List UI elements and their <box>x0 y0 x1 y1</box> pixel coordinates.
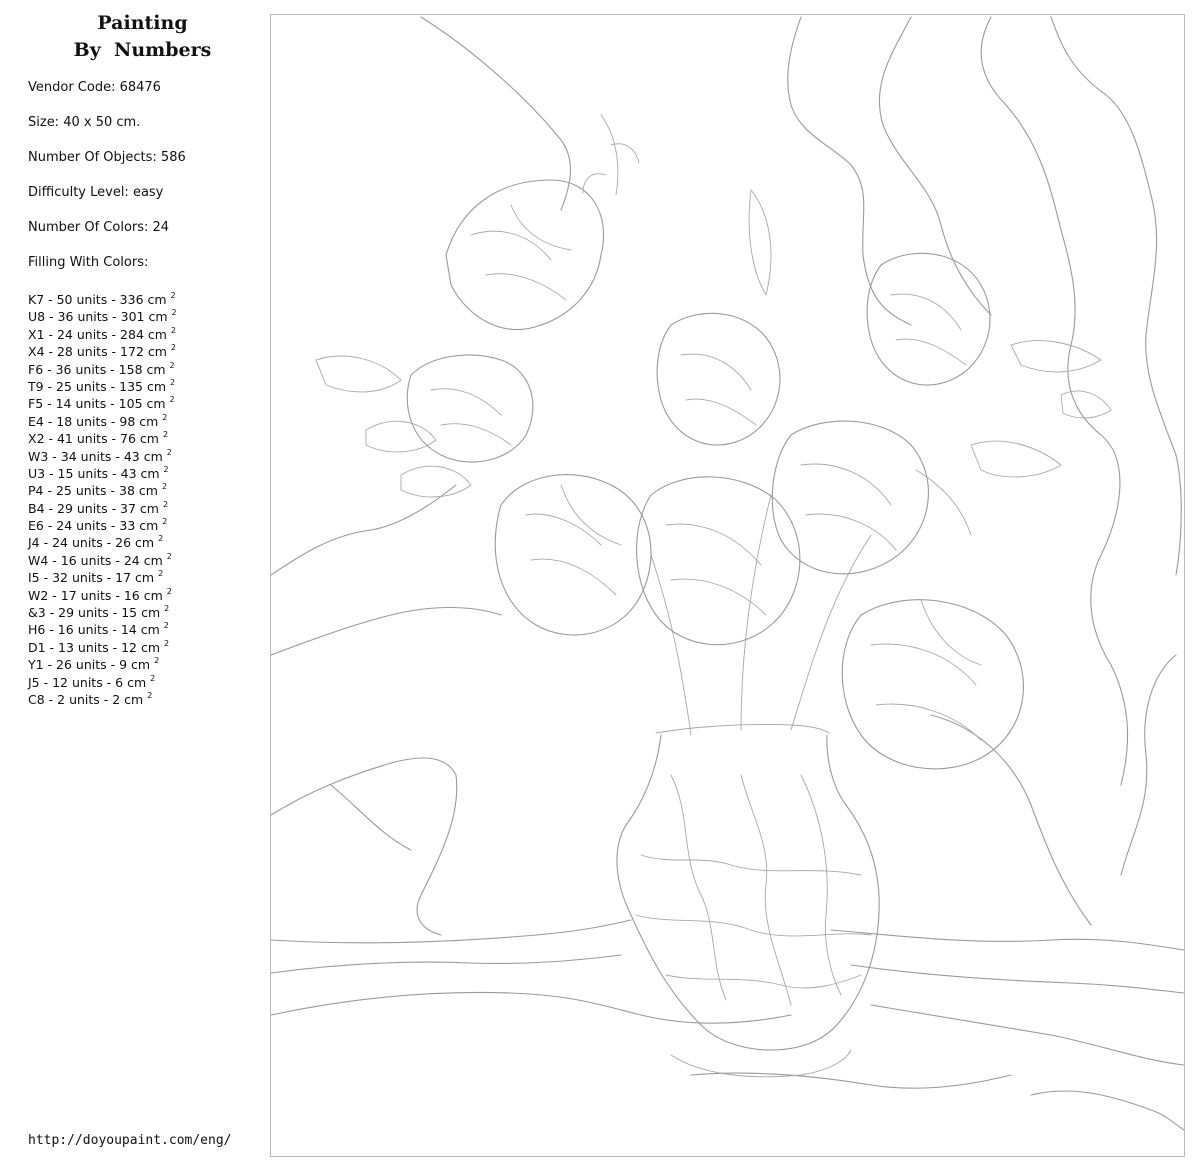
filling-label: Filling With Colors: <box>28 255 149 270</box>
color-usage-item <box>28 566 177 586</box>
flower-left-top <box>446 180 604 329</box>
petal-detail <box>801 464 896 550</box>
area-unit-superscript: 2 <box>164 604 170 614</box>
size: Size: 40 x 50 cm. <box>28 115 141 130</box>
petal-detail <box>681 354 756 425</box>
color-usage-item <box>28 358 177 375</box>
color-usage-item <box>28 410 177 427</box>
color-usage-text: W2 - 17 units - 16 cm <box>28 587 163 603</box>
vendor-code: Vendor Code: 68476 <box>28 80 161 95</box>
color-usage-item <box>28 514 177 534</box>
area-unit-superscript: 2 <box>158 569 164 579</box>
color-usage-text: E6 - 24 units - 33 cm <box>28 518 159 534</box>
color-usage-text: X4 - 28 units - 172 cm <box>28 344 167 360</box>
table-line <box>271 920 631 943</box>
color-usage-item <box>28 531 177 551</box>
color-usage-text: X2 - 41 units - 76 cm <box>28 431 159 447</box>
difficulty-level: Difficulty Level: easy <box>28 185 164 200</box>
sprig <box>583 115 639 195</box>
page-title <box>60 10 225 64</box>
title-line-2: By Numbers <box>73 39 212 61</box>
color-usage-list <box>28 288 177 708</box>
color-usage-item <box>28 671 177 688</box>
color-usage-item <box>28 497 177 514</box>
petal-detail <box>431 389 511 445</box>
color-usage-item <box>28 288 177 308</box>
flower-right-top <box>867 253 990 385</box>
leaf <box>971 441 1061 477</box>
drape-line <box>271 608 501 656</box>
color-usage-item <box>28 445 177 462</box>
sprig <box>916 470 971 535</box>
color-usage-text: D1 - 13 units - 12 cm <box>28 639 161 655</box>
area-unit-superscript: 2 <box>162 412 168 422</box>
leaf <box>401 466 471 497</box>
vase-pattern <box>636 915 871 936</box>
color-usage-text: H6 - 16 units - 14 cm <box>28 622 160 638</box>
area-unit-superscript: 2 <box>171 308 177 318</box>
color-usage-item <box>28 340 177 360</box>
area-unit-superscript: 2 <box>170 343 177 353</box>
area-unit-superscript: 2 <box>166 551 172 561</box>
drape-line <box>1051 17 1181 575</box>
petal-detail <box>526 485 621 595</box>
number-of-objects: Number Of Objects: 586 <box>28 150 186 165</box>
vase-pattern <box>741 775 791 1005</box>
color-usage-item <box>28 636 177 653</box>
area-unit-superscript: 2 <box>163 621 169 631</box>
vase-base <box>671 1050 851 1077</box>
color-usage-item <box>28 427 177 447</box>
color-usage-text: E4 - 18 units - 98 cm <box>28 413 159 429</box>
color-usage-text: B4 - 29 units - 37 cm <box>28 500 159 516</box>
drape-line <box>981 17 1127 785</box>
color-usage-text: Y1 - 26 units - 9 cm <box>28 657 151 673</box>
drape-line <box>271 485 456 575</box>
color-usage-item <box>28 688 177 708</box>
area-unit-superscript: 2 <box>162 430 169 440</box>
leaf <box>749 190 771 295</box>
table-line <box>271 992 791 1023</box>
color-usage-text: X1 - 24 units - 284 cm <box>28 326 167 342</box>
area-unit-superscript: 2 <box>169 395 175 405</box>
area-unit-superscript: 2 <box>169 360 175 370</box>
stem <box>741 495 771 730</box>
color-usage-item <box>28 653 177 673</box>
petal-detail <box>471 205 571 300</box>
flower-center-low <box>637 477 800 645</box>
area-unit-superscript: 2 <box>164 638 170 648</box>
area-unit-superscript: 2 <box>162 517 168 527</box>
color-usage-text: K7 - 50 units - 336 cm <box>28 292 167 308</box>
color-usage-text: U8 - 36 units - 301 cm <box>28 309 168 325</box>
color-usage-text: W3 - 34 units - 43 cm <box>28 448 163 464</box>
color-usage-text: U3 - 15 units - 43 cm <box>28 466 160 482</box>
color-usage-text: &3 - 29 units - 15 cm <box>28 605 161 621</box>
leaf <box>1011 341 1101 372</box>
color-usage-text: F5 - 14 units - 105 cm <box>28 396 166 412</box>
color-usage-text: I5 - 32 units - 17 cm <box>28 570 155 586</box>
flower-right-mid <box>772 421 928 574</box>
color-usage-item <box>28 549 177 569</box>
color-usage-text: T9 - 25 units - 135 cm <box>28 379 166 395</box>
color-usage-item <box>28 323 177 340</box>
drape-line <box>271 758 457 935</box>
flower-center <box>657 313 780 445</box>
vase-pattern <box>641 855 861 875</box>
color-usage-text: J4 - 24 units - 26 cm <box>28 535 155 551</box>
table-line <box>851 965 1184 993</box>
coloring-canvas <box>270 14 1185 1157</box>
source-url[interactable]: http://doyoupaint.com/eng/ <box>28 1133 232 1148</box>
leaf <box>316 356 401 392</box>
color-usage-text: P4 - 25 units - 38 cm <box>28 483 158 499</box>
color-usage-item <box>28 601 177 621</box>
kit-info <box>28 78 186 288</box>
leaf <box>1061 391 1111 418</box>
leaf <box>366 421 436 452</box>
flower-vase-line-art <box>271 15 1184 1156</box>
color-usage-text: J5 - 12 units - 6 cm <box>28 674 147 690</box>
color-usage-item <box>28 584 177 601</box>
table-line <box>831 930 1184 950</box>
color-usage-item <box>28 375 177 395</box>
vase-pattern <box>666 975 861 988</box>
drape-line <box>331 785 411 850</box>
color-usage-item <box>28 305 177 325</box>
stem <box>791 535 871 730</box>
area-unit-superscript: 2 <box>163 464 169 474</box>
area-unit-superscript: 2 <box>161 482 168 492</box>
number-of-colors: Number Of Colors: 24 <box>28 220 170 235</box>
vase-pattern <box>671 775 726 1000</box>
area-unit-superscript: 2 <box>158 534 164 544</box>
vase-outline <box>617 735 879 1050</box>
color-usage-item <box>28 618 177 638</box>
drape-line <box>1121 655 1176 875</box>
color-usage-item <box>28 392 177 412</box>
area-unit-superscript: 2 <box>154 656 160 666</box>
vase-pattern <box>801 775 841 995</box>
area-unit-superscript: 2 <box>170 325 177 335</box>
vase-rim <box>656 724 829 733</box>
color-usage-item <box>28 479 177 499</box>
area-unit-superscript: 2 <box>147 690 153 700</box>
area-unit-superscript: 2 <box>166 447 172 457</box>
color-usage-item <box>28 462 177 482</box>
petal-detail <box>666 524 766 615</box>
drape-line <box>421 17 570 210</box>
color-usage-text: W4 - 16 units - 24 cm <box>28 553 163 569</box>
color-usage-text: F6 - 36 units - 158 cm <box>28 361 166 377</box>
area-unit-superscript: 2 <box>150 673 156 683</box>
drape-line <box>879 17 991 315</box>
petal-detail <box>871 600 981 740</box>
stem <box>651 555 691 735</box>
drape-line <box>788 17 911 325</box>
petal-detail <box>891 294 966 365</box>
table-line <box>271 955 621 973</box>
title-line-1: Painting <box>97 12 188 34</box>
color-usage-text: C8 - 2 units - 2 cm <box>28 692 144 708</box>
area-unit-superscript: 2 <box>166 586 172 596</box>
flower-left-low <box>495 475 651 635</box>
area-unit-superscript: 2 <box>169 377 176 387</box>
area-unit-superscript: 2 <box>170 291 176 300</box>
drape-line <box>931 715 1091 925</box>
legend-panel <box>0 0 262 1172</box>
area-unit-superscript: 2 <box>162 499 169 509</box>
table-line <box>1031 1091 1184 1130</box>
table-line <box>871 1005 1184 1065</box>
